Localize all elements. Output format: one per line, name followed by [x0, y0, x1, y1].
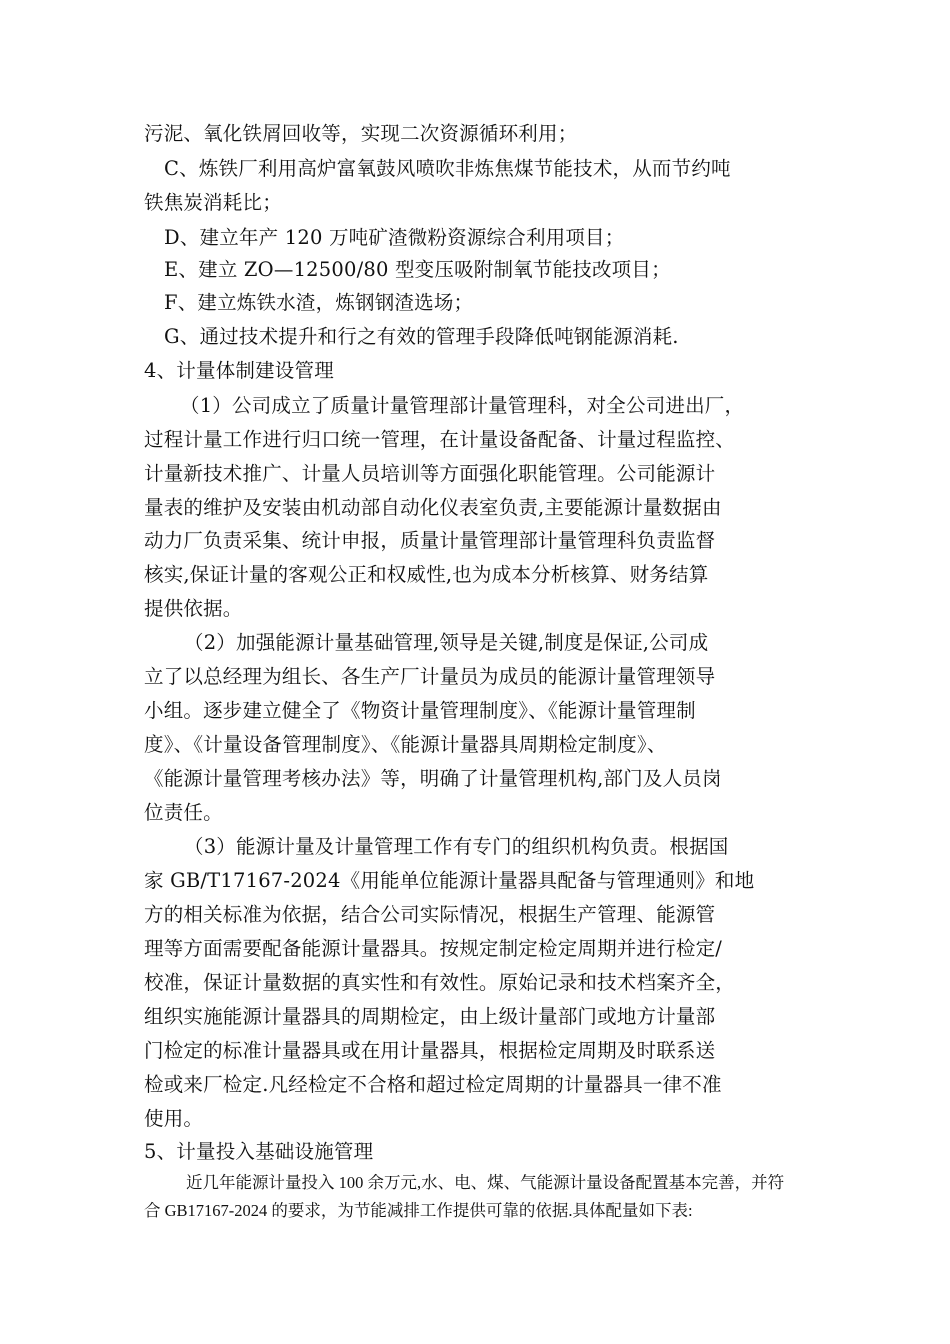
section-heading-5: 5、计量投入基础设施管理 [144, 1140, 374, 1163]
text-line-26: 校准，保证计量数据的真实性和有效性。原始记录和技术档案齐全， [144, 971, 736, 994]
text-line-13: 动力厂负责采集、统计申报，质量计量管理部计量管理科负责监督 [144, 529, 716, 552]
text-line-5: E、建立 ZO—12500/80 型变压吸附制氧节能技改项目； [164, 258, 671, 281]
text-line-30: 使用。 [144, 1107, 204, 1130]
text-line-10: 过程计量工作进行归口统一管理，在计量设备配备、计量过程监控、 [144, 428, 736, 451]
text-line-28: 门检定的标准计量器具或在用计量器具，根据检定周期及时联系送 [144, 1039, 716, 1062]
text-line-1: 污泥、氧化铁屑回收等，实现二次资源循环利用； [144, 122, 578, 145]
text-line-23: 家 GB/T17167-2024《用能单位能源计量器具配备与管理通则》和地 [144, 869, 755, 892]
section-heading-4: 4、计量体制建设管理 [144, 359, 334, 382]
text-line-6: F、建立炼铁水渣，炼钢钢渣选场； [164, 291, 474, 314]
text-line-29: 检或来厂检定.凡经检定不合格和超过检定周期的计量器具一律不准 [144, 1073, 722, 1096]
text-line-14: 核实,保证计量的客观公正和权威性,也为成本分析核算、财务结算 [144, 563, 709, 586]
text-line-7: G、通过技术提升和行之有效的管理手段降低吨钢能源消耗. [164, 325, 679, 348]
text-line-32: 近几年能源计量投入 100 余万元,水、电、煤、气能源计量设备配置基本完善，并符 [186, 1173, 785, 1192]
text-line-19: 度》、《计量设备管理制度》、《能源计量器具周期检定制度》、 [144, 733, 667, 756]
text-line-24: 方的相关标准为依据，结合公司实际情况，根据生产管理、能源管 [144, 903, 716, 926]
text-line-4: D、建立年产 120 万吨矿渣微粉资源综合利用项目； [164, 226, 625, 249]
text-line-12: 量表的维护及安装由机动部自动化仪表室负责,主要能源计量数据由 [144, 496, 722, 519]
text-line-11: 计量新技术推广、计量人员培训等方面强化职能管理。公司能源计 [144, 462, 716, 485]
text-line-27: 组织实施能源计量器具的周期检定，由上级计量部门或地方计量部 [144, 1005, 716, 1028]
text-line-33: 合 GB17167-2024 的要求，为节能减排工作提供可靠的依据.具体配量如下表: [144, 1201, 693, 1220]
text-line-20: 《能源计量管理考核办法》等，明确了计量管理机构,部门及人员岗 [144, 767, 722, 790]
text-line-18: 小组。逐步建立健全了《物资计量管理制度》、《能源计量管理制 [144, 699, 696, 722]
text-line-9: （1）公司成立了质量计量管理部计量管理科，对全公司进出厂， [180, 394, 745, 417]
text-line-3: 铁焦炭消耗比； [144, 191, 282, 214]
text-line-21: 位责任。 [144, 801, 223, 824]
text-line-2: C、炼铁厂利用高炉富氧鼓风喷吹非炼焦煤节能技术，从而节约吨 [164, 157, 731, 180]
text-line-22: （3）能源计量及计量管理工作有专门的组织机构负责。根据国 [184, 835, 729, 858]
text-line-17: 立了以总经理为组长、各生产厂计量员为成员的能源计量管理领导 [144, 665, 716, 688]
text-line-15: 提供依据。 [144, 597, 243, 620]
text-line-25: 理等方面需要配备能源计量器具。按规定制定检定周期并进行检定/ [144, 937, 723, 960]
text-line-16: （2）加强能源计量基础管理,领导是关键,制度是保证,公司成 [184, 631, 709, 654]
